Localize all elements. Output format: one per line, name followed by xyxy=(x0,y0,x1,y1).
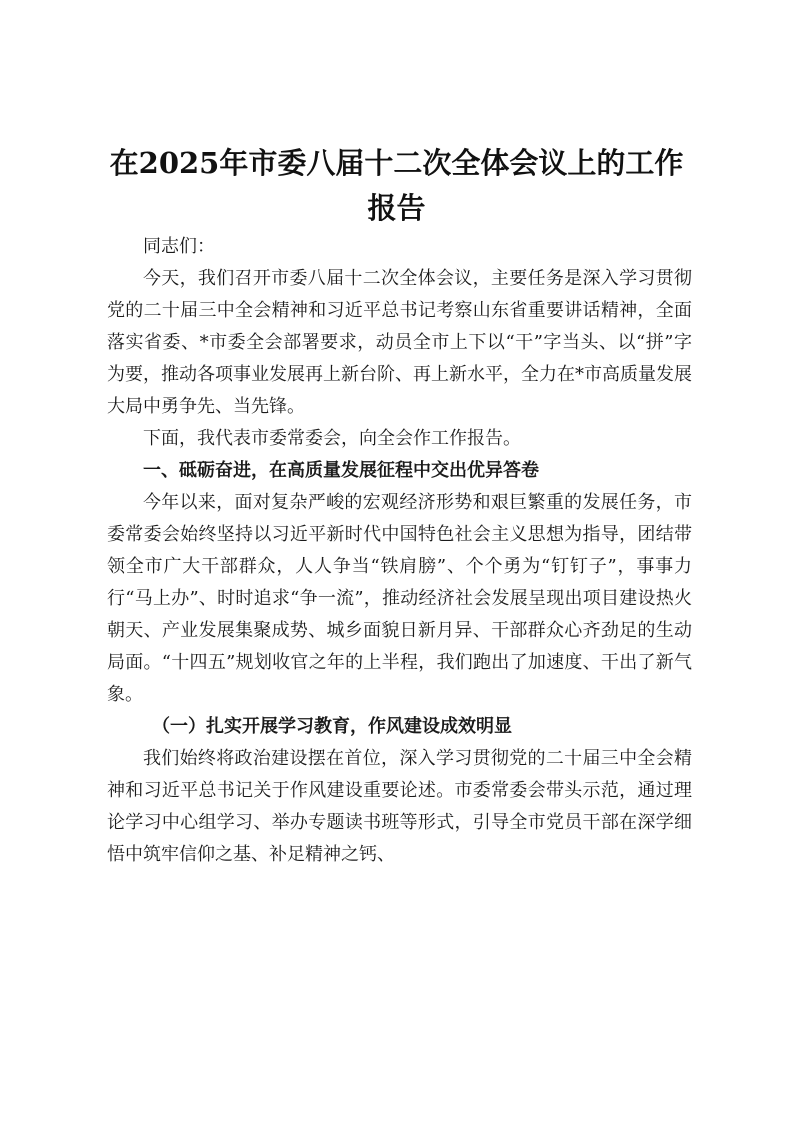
document-title-line-1: 在2025年市委八届十二次全体会议上的工作 xyxy=(109,146,684,180)
document-body xyxy=(107,231,692,871)
body-paragraph: 今天，我们召开市委八届十二次全体会议，主要任务是深入学习贯彻党的二十届三中全会精神和习近平总书记考察山东省重要讲话精神，全面落实省委、*市委全会部署要求，动员全市上下以“干”字当头、以“拼”字为要，推动各项事业发展再上新台阶、再上新水平，全力在*市高质量发展大局中勇争先、当先锋。 xyxy=(107,268,692,417)
subsection-heading: （一）扎实开展学习教育，作风建设成效明显 xyxy=(152,716,512,737)
body-paragraph: 今年以来，面对复杂严峻的宏观经济形势和艰巨繁重的发展任务，市委常委会始终坚持以习近平新时代中国特色社会主义思想为指导，团结带领全市广大干部群众，人人争当“铁肩膀”、个个勇为“钉钉子”，事事力行“马上办”、时时追求“争一流”，推动经济社会发展呈现出项目建设热火朝天、产业发展集聚成势、城乡面貌日新月异、干部群众心齐劲足的生动局面。“十四五”规划收官之年的上半程，我们跑出了加速度、干出了新气象。 xyxy=(107,492,692,705)
section-heading: 一、砥砺奋进，在高质量发展征程中交出优异答卷 xyxy=(143,460,539,481)
body-paragraph: 我们始终将政治建设摆在首位，深入学习贯彻党的二十届三中全会精神和习近平总书记关于作风建设重要论述。市委常委会带头示范，通过理论学习中心组学习、举办专题读书班等形式，引导全市党员干部在深学细悟中筑牢信仰之基、补足精神之钙、 xyxy=(107,748,692,865)
salutation: 同志们： xyxy=(143,236,215,257)
document-title-line-2: 报告 xyxy=(367,191,426,225)
body-paragraph: 下面，我代表市委常委会，向全会作工作报告。 xyxy=(143,428,521,449)
